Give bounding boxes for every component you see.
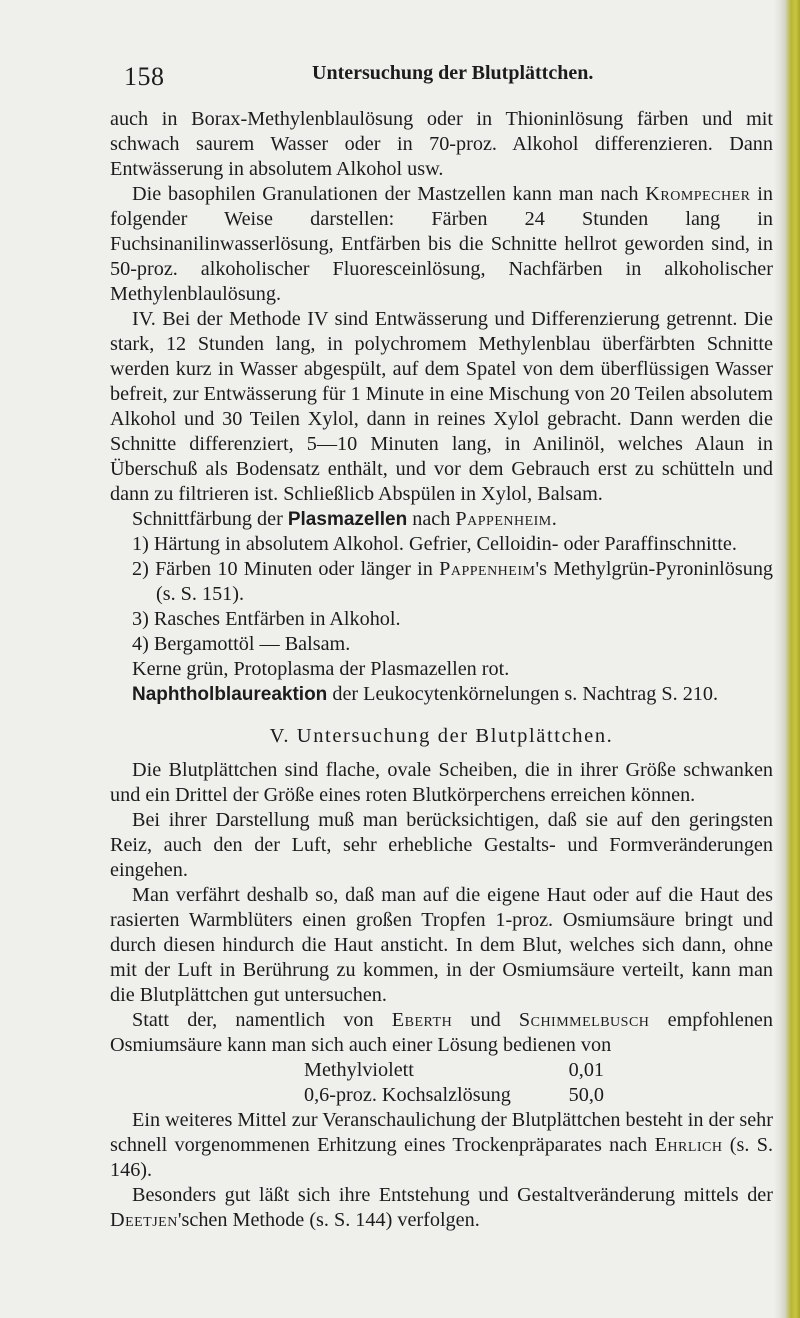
list-item (110, 532, 773, 557)
running-head (124, 56, 764, 96)
text-run: . (551, 508, 557, 530)
paragraph: Man verfährt deshalb so, daß man auf die eigene Haut oder auf die Haut des rasierten Warmblüters einen großen Tropfen 1-proz. Osmiumsäure bringt und durch diesen hindurch die Haut ansticht. In dem Blut, welches sich dann, ohne mit der Luft in Berührung zu kommen, in der Osmiumsäure verteilt, kann man die Blutplättchen gut untersuchen. (110, 884, 773, 1006)
author-name: Schimmelbusch (518, 1009, 650, 1031)
formula-ingredient: 0,6-proz. Kochsalzlösung (304, 1084, 511, 1106)
paragraph (110, 507, 773, 532)
author-name: Pappenheim (455, 508, 552, 530)
page-number: 158 (124, 62, 165, 91)
paragraph (110, 682, 773, 707)
list-number: 4) (132, 633, 149, 655)
author-name: Deetjen (110, 1209, 178, 1231)
text-run: Färben 10 Minuten oder länger in (155, 558, 440, 580)
text-run: Statt der, namentlich von (132, 1009, 392, 1031)
text-run: Härtung in absolutem Alkohol. Gefrier, Celloidin- oder Paraffinschnitte. (153, 533, 737, 555)
text-run: Rasches Entfärben in Alkohol. (153, 608, 401, 630)
list-number: 3) (132, 608, 149, 630)
paragraph: Bei ihrer Darstellung muß man berücksichtigen, daß sie auf den geringsten Reiz, auch den der Luft, sehr erhebliche Gestalts- und Formveränderungen eingehen. (110, 809, 773, 881)
formula-amount: 50,0 (568, 1084, 604, 1106)
paragraph: Kerne grün, Protoplasma der Plasmazellen rot. (132, 658, 510, 680)
bold-term: Plasmazellen (287, 509, 408, 530)
formula-amount: 0,01 (568, 1059, 604, 1081)
paragraph: auch in Borax-Methylenblaulösung oder in Thioninlösung färben und mit schwach saurem Wasser oder in 70-proz. Alkohol differenzieren. Dann Entwässerung in absolutem Alkohol usw. (110, 108, 773, 180)
formula-row (110, 1058, 773, 1083)
text-run: empfohlenen Osmiumsäure kann man sich auch einer Lösung bedienen von (110, 1009, 773, 1056)
formula-ingredient: Methylviolett (304, 1059, 414, 1081)
text-run: Besonders gut läßt sich ihre Entstehung und Gestaltveränderung mittels der (132, 1184, 773, 1206)
list-number: 1) (132, 533, 149, 555)
page-body (110, 107, 773, 1233)
list-number: 2) (132, 558, 149, 580)
list-item (110, 607, 773, 632)
author-name: Pappenheim (439, 558, 536, 580)
text-run: nach (407, 508, 456, 530)
text-run: 'schen Methode (s. S. 144) verfolgen. (177, 1209, 480, 1231)
text-run: Ein weiteres Mittel zur Veranschaulichung der Blutplättchen besteht in der sehr schnell vorgenommenen Erhitzung eines Trockenpräparates nach (110, 1109, 773, 1156)
paragraph (110, 182, 773, 307)
text-run: Schnittfärbung der (132, 508, 288, 530)
section-heading: V. Untersuchung der Blutplättchen. (269, 725, 614, 747)
list-item (110, 632, 773, 657)
paragraph (110, 1108, 773, 1183)
author-name: Krompecher (645, 183, 751, 205)
page-edge (778, 0, 800, 1318)
paragraph: Die Blutplättchen sind flache, ovale Scheiben, die in ihrer Größe schwanken und ein Drittel der Größe eines roten Blutkörperchens erreichen können. (110, 759, 773, 806)
paragraph (110, 1183, 773, 1233)
text-run: 's Methylgrün-Pyroninlösung (s. S. 151). (156, 558, 774, 605)
paragraph: IV. Bei der Methode IV sind Entwässerung und Differenzierung getrennt. Die stark, 12 Stunden lang, in polychromem Methylenblau überfärbten Schnitte werden kurz in Wasser abgespült, auf dem Spatel von dem überflüssigen Wasser befreit, zur Entwässerung für 1 Minute in eine Mischung von 20 Teilen absolutem Alkohol und 30 Teilen Xylol, dann in reines Xylol gebracht. Dann werden die Schnitte differenziert, 5—10 Minuten lang, in Anilinöl, welches Alaun in Überschuß als Bodensatz enthält, und vor dem Gebrauch erst zu schütteln und dann zu filtrieren ist. Schließlicb Abspülen in Xylol, Balsam. (110, 308, 773, 505)
running-title: Untersuchung der Blutplättchen. (312, 62, 594, 84)
text-run: und (452, 1009, 519, 1031)
text-run: (s. S. 146). (110, 1134, 774, 1181)
text-run: der Leukocytenkörnelungen s. Nachtrag S. 210. (327, 683, 719, 705)
text-run: in folgender Weise darstellen: Färben 24 Stunden lang in Fuchsinanilinwasserlösung, Entfärben bis die Schnitte hellrot geworden sind, in 50-proz. alkoholischer Fluoresceinlösung, Nachfärben in alkoholischer Methylenblaulösung. (110, 183, 773, 305)
paragraph (110, 1008, 773, 1058)
bold-term: Naphtholblaureaktion (132, 684, 328, 705)
list-item (110, 557, 773, 607)
text-run: Die basophilen Granulationen der Mastzellen kann man nach (132, 183, 646, 205)
formula-row (110, 1083, 773, 1108)
text-run: Bergamottöl — Balsam. (153, 633, 351, 655)
author-name: Ehrlich (654, 1134, 723, 1156)
author-name: Eberth (391, 1009, 453, 1031)
